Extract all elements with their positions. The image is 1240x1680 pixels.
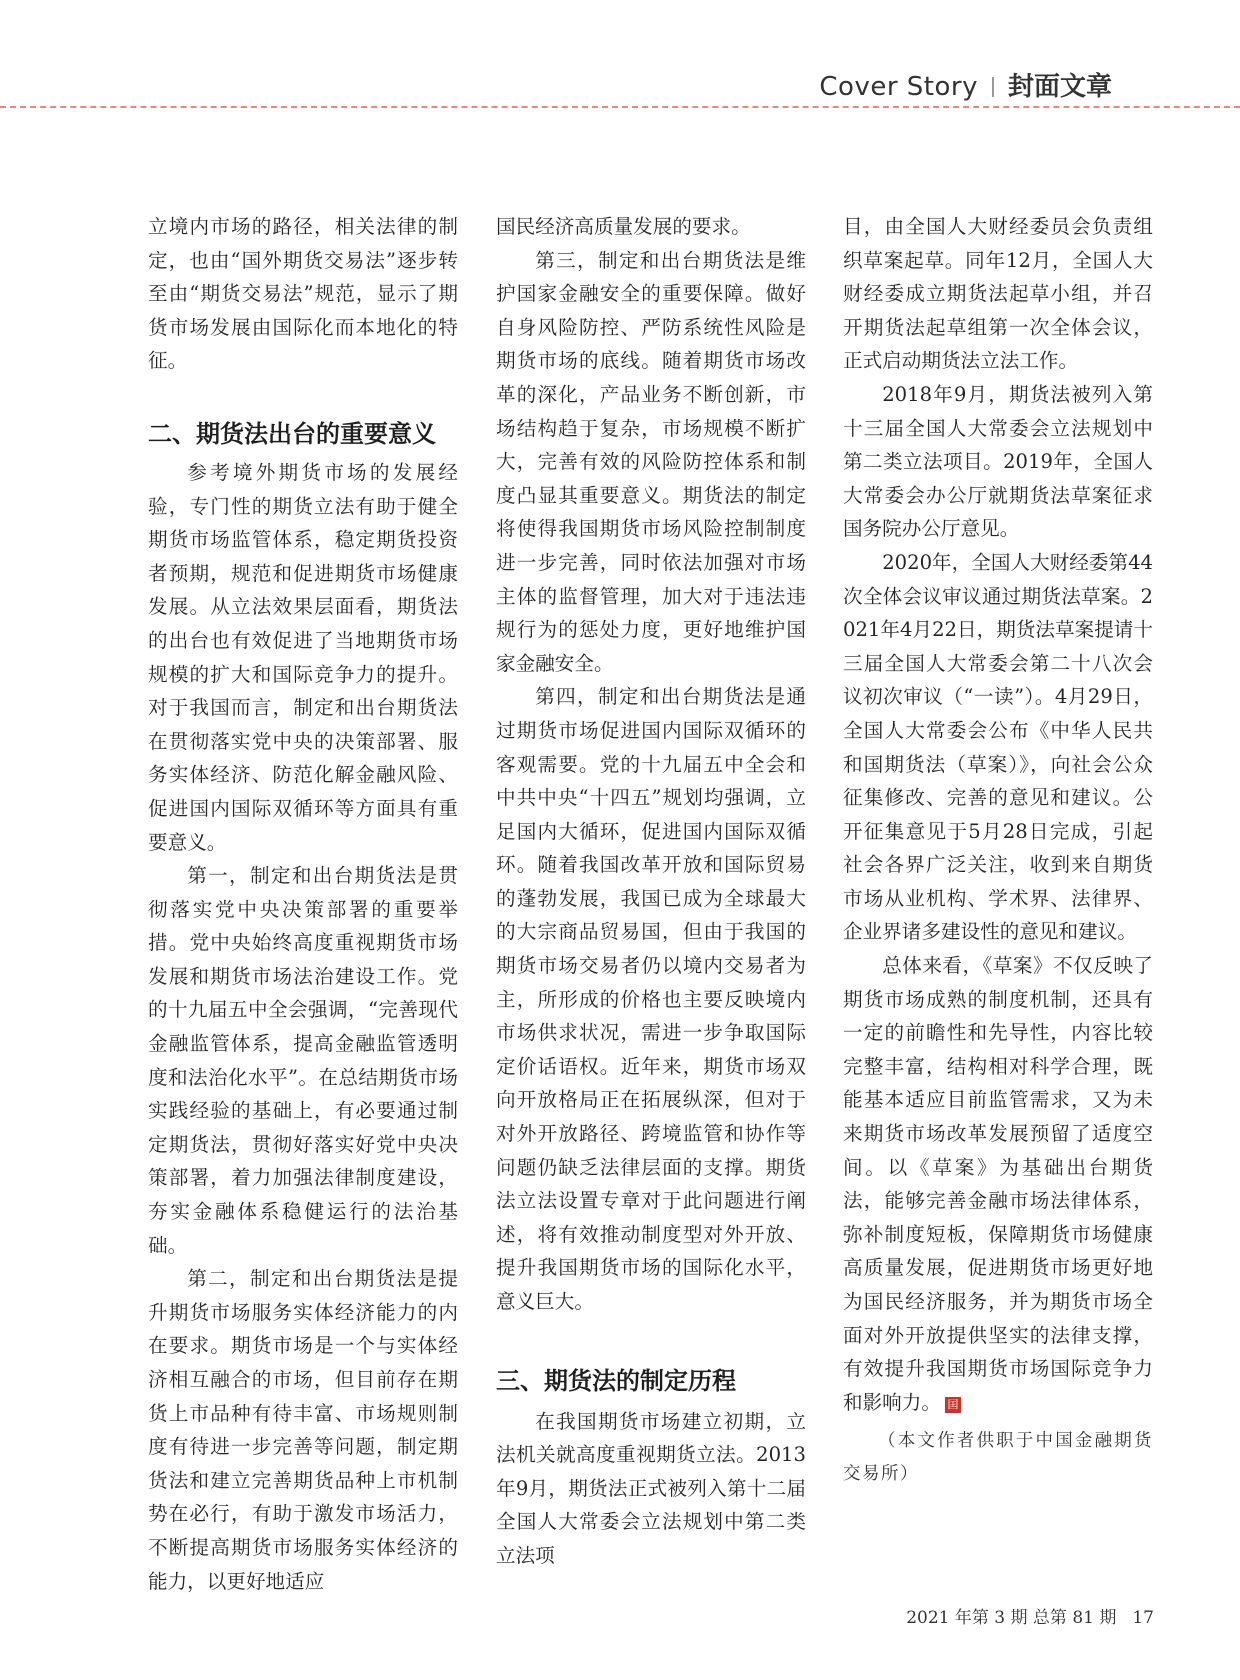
paragraph: 2020年，全国人大财经委第44次全体会议审议通过期货法草案。2021年4月22日，期货法草案提请十三届全国人大常委会第二十八次会议初次审议（“一读”）。4月29日，全国人大常委会公布《中华人民共和国期货法（草案）》，向社会公众征集修改、完善的意见和建议。公开征集意见于5月28日完成，引起社会各界广泛关注，收到来自期货市场从业机构、学术界、法律界、企业界诸多建设性的意见和建议。 bbox=[843, 550, 1153, 944]
paragraph-final bbox=[843, 949, 1153, 1419]
paragraph-text: 总体来看，《草案》不仅反映了期货市场成熟的制度机制，还具有一定的前瞻性和先导性，内容比较完整丰富，结构相对科学合理，既能基本适应目前监管需求，又为未来期货市场改革发展预留了适度空间。以《草案》为基础出台期货法，能够完善金融市场法律体系，弥补制度短板，保障期货市场健康高质量发展，促进期货市场更好地为国民经济服务，并为期货市场全面对外开放提供坚实的法律支撑，有效提升我国期货市场国际竞争力和影响力。 bbox=[843, 954, 1153, 1414]
author-note: （本文作者供职于中国金融期货交易所） bbox=[843, 1431, 1153, 1485]
column-2 bbox=[496, 210, 806, 1573]
paragraph: 立境内市场的路径，相关法律的制定，也由“国外期货交易法”逐步转至由“期货交易法”规范，显示了期货市场发展由国际化而本地化的特征。 bbox=[148, 215, 458, 373]
header-separator bbox=[992, 77, 994, 97]
paragraph: 在我国期货市场建立初期，立法机关就高度重视期货立法。2013年9月，期货法正式被列入第十二届全国人大常委会立法规划中第二类立法项 bbox=[496, 1409, 806, 1567]
paragraph: 2018年9月，期货法被列入第十三届全国人大常委会立法规划中第二类立法项目。2019年，全国人大常委会办公厅就期货法草案征求国务院办公厅意见。 bbox=[843, 382, 1153, 541]
paragraph: 第四，制定和出台期货法是通过期货市场促进国内国际双循环的客观需要。党的十九届五中全会和中共中央“十四五”规划均强调，立足国内大循环，促进国内国际双循环。随着我国改革开放和国际贸易的蓬勃发展，我国已成为全球最大的大宗商品贸易国，但由于我国的期货市场交易者仍以境内交易者为主，所形成的价格也主要反映境内市场供求状况，需进一步争取国际定价话语权。近年来，期货市场双向开放格局正在拓展纵深，但对于对外开放路径、跨境监管和协作等问题仍缺乏法律层面的支撑。期货法立法设置专章对于此问题进行阐述，将有效推动制度型对外开放、提升我国期货市场的国际化水平，意义巨大。 bbox=[496, 685, 806, 1313]
section-heading-3: 三、期货法的制定历程 bbox=[496, 1366, 736, 1395]
column-3 bbox=[843, 210, 1153, 1491]
page-number: 17 bbox=[1132, 1608, 1154, 1628]
paragraph: 第三，制定和出台期货法是维护国家金融安全的重要保障。做好自身风险防控、严防系统性风险是期货市场的底线。随着期货市场改革的深化，产品业务不断创新，市场结构趋于复杂，市场规模不断扩大，完善有效的风险防控体系和制度凸显其重要意义。期货法的制定将使得我国期货市场风险控制制度进一步完善，同时依法加强对市场主体的监督管理，加大对于违法违规行为的惩处力度，更好地维护国家金融安全。 bbox=[496, 248, 806, 675]
paragraph: 第二，制定和出台期货法是提升期货市场服务实体经济能力的内在要求。期货市场是一个与实体经济相互融合的市场，但目前存在期货上市品种有待丰富、市场规则制度有待进一步完善等问题，制定期货法和建立完善期货品种上市机制势在必行，有助于激发市场活力，不断提高期货市场服务实体经济的能力，以更好地适应 bbox=[148, 1267, 458, 1593]
paragraph: 第一，制定和出台期货法是贯彻落实党中央决策部署的重要举措。党中央始终高度重视期货市场发展和期货市场法治建设工作。党的十九届五中全会强调，“完善现代金融监管体系，提高金融监管透明度和法治化水平”。在总结期货市场实践经验的基础上，有必要通过制定期货法，贯彻好落实好党中央决策部署，着力加强法律制度建设，夯实金融体系稳健运行的法治基础。 bbox=[148, 864, 458, 1257]
section-heading-2: 二、期货法出台的重要意义 bbox=[148, 419, 436, 448]
section-label-en: Cover Story bbox=[819, 72, 978, 102]
paragraph: 目，由全国人大财经委员会负责组织草案起草。同年12月，全国人大财经委成立期货法起草小组，并召开期货法起草组第一次全体会议，正式启动期货法立法工作。 bbox=[843, 215, 1153, 373]
issue-info: 2021 年第 3 期 总第 81 期 bbox=[906, 1608, 1117, 1628]
section-label-cn: 封面文章 bbox=[1007, 72, 1112, 102]
paragraph: 国民经济高质量发展的要求。 bbox=[496, 215, 751, 238]
section-label bbox=[819, 66, 1112, 103]
page-footer bbox=[906, 1603, 1154, 1628]
column-1 bbox=[148, 210, 458, 1598]
end-mark-icon: 囯 bbox=[945, 1397, 961, 1413]
header-dashed-rule bbox=[0, 106, 1240, 108]
paragraph: 参考境外期货市场的发展经验，专门性的期货立法有助于健全期货市场监管体系，稳定期货投资者预期，规范和促进期货市场健康发展。从立法效果层面看，期货法的出台也有效促进了当地期货市场规模的扩大和国际竞争力的提升。对于我国而言，制定和出台期货法在贯彻落实党中央的决策部署、服务实体经济、防范化解金融风险、促进国内国际双循环等方面具有重要意义。 bbox=[148, 460, 458, 854]
